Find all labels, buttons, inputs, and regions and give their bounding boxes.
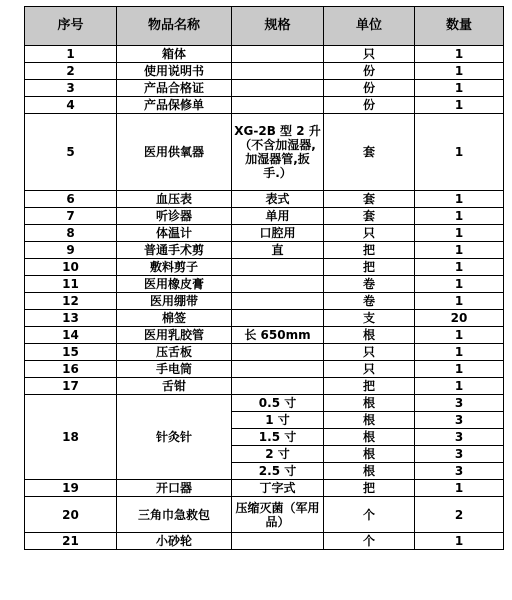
- cell-name: 开口器: [117, 480, 232, 497]
- cell-unit: 只: [324, 225, 415, 242]
- cell-unit: 卷: [324, 293, 415, 310]
- cell-spec: 2.5 寸: [232, 463, 324, 480]
- table-row: [25, 225, 504, 242]
- cell-spec: [232, 361, 324, 378]
- cell-qty: 1: [415, 114, 504, 191]
- cell-unit: 份: [324, 63, 415, 80]
- cell-name: 压舌板: [117, 344, 232, 361]
- cell-no: 9: [25, 242, 117, 259]
- cell-name: 医用乳胶管: [117, 327, 232, 344]
- cell-no: 5: [25, 114, 117, 191]
- cell-no: 16: [25, 361, 117, 378]
- cell-unit: 根: [324, 327, 415, 344]
- cell-name: 普通手术剪: [117, 242, 232, 259]
- table-row: [25, 259, 504, 276]
- cell-no: 4: [25, 97, 117, 114]
- table-row: [25, 310, 504, 327]
- cell-qty: 3: [415, 395, 504, 412]
- cell-spec: 2 寸: [232, 446, 324, 463]
- table-row: [25, 533, 504, 550]
- cell-qty: 1: [415, 533, 504, 550]
- cell-no: 19: [25, 480, 117, 497]
- cell-name: 手电筒: [117, 361, 232, 378]
- cell-qty: 1: [415, 80, 504, 97]
- cell-unit: 个: [324, 497, 415, 533]
- cell-unit: 套: [324, 191, 415, 208]
- cell-no: 21: [25, 533, 117, 550]
- cell-unit: 只: [324, 46, 415, 63]
- cell-unit: 个: [324, 533, 415, 550]
- cell-spec: [232, 344, 324, 361]
- cell-spec: 口腔用: [232, 225, 324, 242]
- cell-qty: 1: [415, 63, 504, 80]
- cell-qty: 1: [415, 344, 504, 361]
- table-row: [25, 191, 504, 208]
- cell-qty: 1: [415, 361, 504, 378]
- cell-no: 3: [25, 80, 117, 97]
- header-qty: 数量: [415, 7, 504, 46]
- cell-name: 棉签: [117, 310, 232, 327]
- cell-name: 小砂轮: [117, 533, 232, 550]
- table-row: [25, 276, 504, 293]
- cell-no: 1: [25, 46, 117, 63]
- cell-qty: 20: [415, 310, 504, 327]
- cell-name: 产品合格证: [117, 80, 232, 97]
- cell-name: 听诊器: [117, 208, 232, 225]
- cell-spec: 长 650mm: [232, 327, 324, 344]
- cell-qty: 1: [415, 480, 504, 497]
- header-name: 物品名称: [117, 7, 232, 46]
- table-row: [25, 208, 504, 225]
- cell-name: 产品保修单: [117, 97, 232, 114]
- cell-unit: 份: [324, 97, 415, 114]
- cell-no: 7: [25, 208, 117, 225]
- cell-no: 14: [25, 327, 117, 344]
- cell-spec: [232, 378, 324, 395]
- cell-name: 敷料剪子: [117, 259, 232, 276]
- cell-spec: 压缩灭菌（军用品）: [232, 497, 324, 533]
- cell-name: 医用橡皮膏: [117, 276, 232, 293]
- cell-no: 18: [25, 395, 117, 480]
- cell-qty: 1: [415, 225, 504, 242]
- cell-spec: 表式: [232, 191, 324, 208]
- cell-spec: [232, 46, 324, 63]
- cell-unit: 只: [324, 344, 415, 361]
- header-no: 序号: [25, 7, 117, 46]
- cell-qty: 1: [415, 276, 504, 293]
- cell-name: 医用供氧器: [117, 114, 232, 191]
- cell-unit: 份: [324, 80, 415, 97]
- table-row: [25, 242, 504, 259]
- cell-spec: [232, 80, 324, 97]
- cell-spec: [232, 310, 324, 327]
- cell-spec: XG-2B 型 2 升（不含加湿器,加湿器管,扳手.）: [232, 114, 324, 191]
- cell-spec: 丁字式: [232, 480, 324, 497]
- cell-unit: 套: [324, 208, 415, 225]
- cell-unit: 根: [324, 463, 415, 480]
- cell-no: 6: [25, 191, 117, 208]
- cell-no: 2: [25, 63, 117, 80]
- header-unit: 单位: [324, 7, 415, 46]
- cell-unit: 卷: [324, 276, 415, 293]
- cell-no: 20: [25, 497, 117, 533]
- cell-spec: 直: [232, 242, 324, 259]
- cell-qty: 1: [415, 242, 504, 259]
- cell-no: 12: [25, 293, 117, 310]
- cell-unit: 支: [324, 310, 415, 327]
- cell-spec: [232, 533, 324, 550]
- cell-spec: 1 寸: [232, 412, 324, 429]
- cell-spec: 单用: [232, 208, 324, 225]
- cell-unit: 根: [324, 446, 415, 463]
- cell-qty: 2: [415, 497, 504, 533]
- cell-spec: [232, 276, 324, 293]
- header-spec: 规格: [232, 7, 324, 46]
- table-row: [25, 63, 504, 80]
- cell-no: 8: [25, 225, 117, 242]
- cell-unit: 只: [324, 361, 415, 378]
- cell-no: 17: [25, 378, 117, 395]
- cell-name: 箱体: [117, 46, 232, 63]
- cell-unit: 根: [324, 395, 415, 412]
- table-row: [25, 480, 504, 497]
- table-row: [25, 327, 504, 344]
- cell-unit: 把: [324, 378, 415, 395]
- cell-spec: 0.5 寸: [232, 395, 324, 412]
- table-row: [25, 80, 504, 97]
- cell-no: 11: [25, 276, 117, 293]
- cell-name: 舌钳: [117, 378, 232, 395]
- cell-qty: 3: [415, 463, 504, 480]
- cell-name: 体温计: [117, 225, 232, 242]
- table-row: [25, 114, 504, 191]
- cell-spec: [232, 293, 324, 310]
- table-row: [25, 293, 504, 310]
- cell-unit: 把: [324, 259, 415, 276]
- cell-no: 10: [25, 259, 117, 276]
- table-row: [25, 97, 504, 114]
- cell-unit: 根: [324, 412, 415, 429]
- cell-name: 使用说明书: [117, 63, 232, 80]
- cell-qty: 1: [415, 191, 504, 208]
- cell-spec: [232, 97, 324, 114]
- cell-unit: 套: [324, 114, 415, 191]
- cell-qty: 1: [415, 97, 504, 114]
- cell-qty: 3: [415, 429, 504, 446]
- cell-unit: 把: [324, 480, 415, 497]
- cell-qty: 1: [415, 378, 504, 395]
- cell-spec: [232, 259, 324, 276]
- table-row: [25, 344, 504, 361]
- table-body: [25, 46, 504, 550]
- table-row: [25, 46, 504, 63]
- cell-unit: 把: [324, 242, 415, 259]
- cell-no: 15: [25, 344, 117, 361]
- cell-qty: 3: [415, 446, 504, 463]
- table-row: [25, 378, 504, 395]
- cell-qty: 3: [415, 412, 504, 429]
- cell-spec: [232, 63, 324, 80]
- cell-name: 血压表: [117, 191, 232, 208]
- cell-qty: 1: [415, 208, 504, 225]
- equipment-list-table: [24, 6, 504, 550]
- cell-name: 医用绷带: [117, 293, 232, 310]
- cell-name: 针灸针: [117, 395, 232, 480]
- cell-spec: 1.5 寸: [232, 429, 324, 446]
- header-row: [25, 7, 504, 46]
- cell-qty: 1: [415, 293, 504, 310]
- table-row: [25, 395, 504, 412]
- cell-name: 三角巾急救包: [117, 497, 232, 533]
- table-row: [25, 361, 504, 378]
- cell-qty: 1: [415, 46, 504, 63]
- cell-qty: 1: [415, 327, 504, 344]
- cell-qty: 1: [415, 259, 504, 276]
- cell-unit: 根: [324, 429, 415, 446]
- table-row: [25, 497, 504, 533]
- cell-no: 13: [25, 310, 117, 327]
